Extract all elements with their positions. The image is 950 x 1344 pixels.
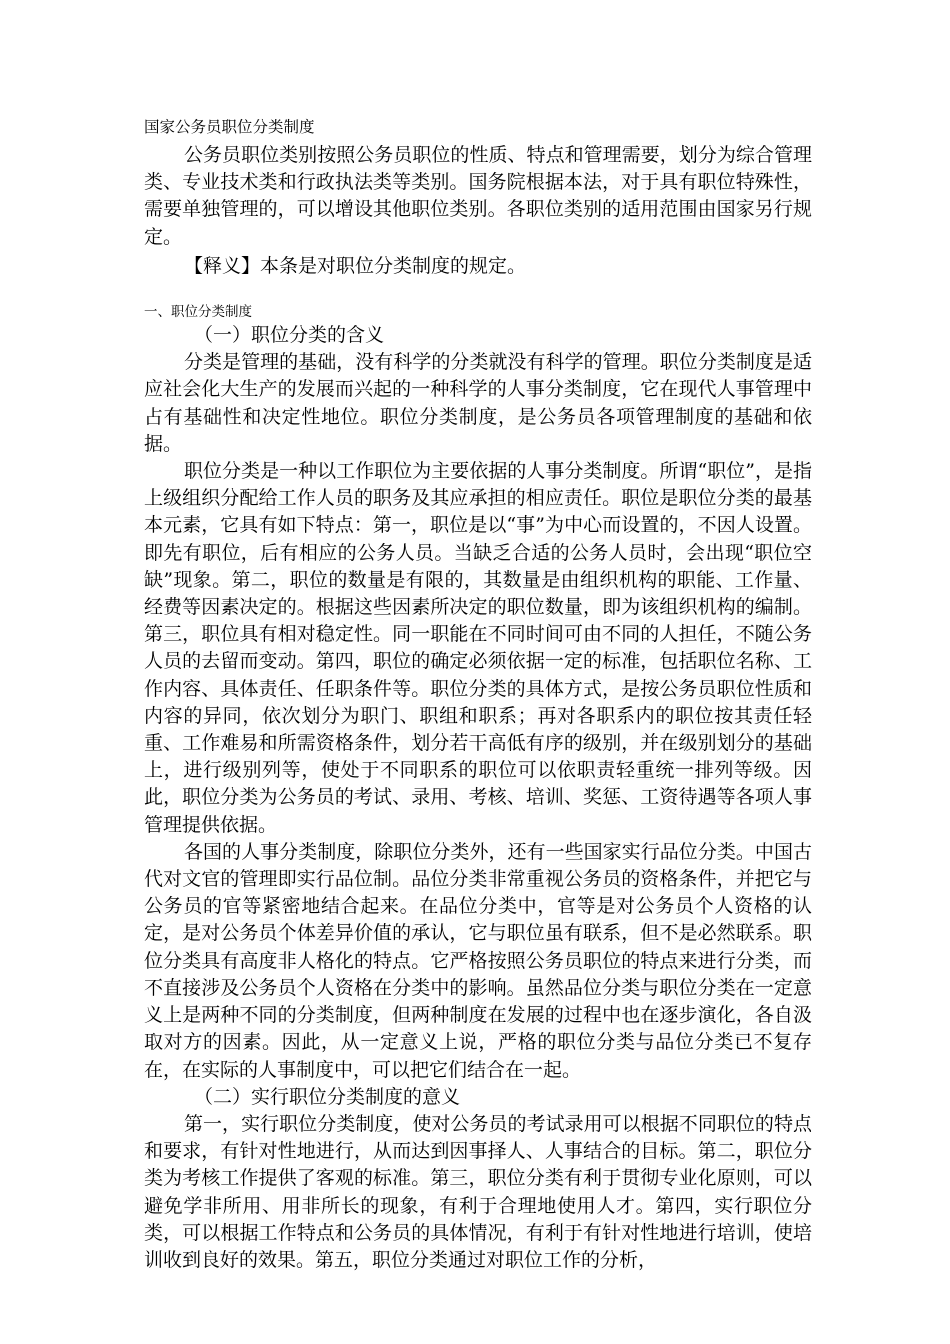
paragraph: 第一，实行职位分类制度，使对公务员的考试录用可以根据不同职位的特点和要求，有针对性地进行，从而达到因事择人、人事结合的目标。第二，职位分类为考核工作提供了客观的标准。第三，职位分类有利于贯彻专业化原则，可以避免学非所用、用非所长的现象，有利于合理地使用人才。第四，实行职位分类，可以根据工作特点和公务员的具体情况，有利于有针对性地进行培训，使培训收到良好的效果。第五，职位分类通过对职位工作的分析，: [144, 1112, 812, 1271]
paragraph: 分类是管理的基础，没有科学的分类就没有科学的管理。职位分类制度是适应社会化大生产的发展而兴起的一种科学的人事分类制度，它在现代人事管理中占有基础性和决定性地位。职位分类制度，是公务员各项管理制度的基础和依据。: [144, 351, 812, 455]
document-title: 国家公务员职位分类制度: [144, 118, 315, 136]
explanation-paragraph: 【释义】本条是对职位分类制度的规定。: [184, 254, 527, 277]
paragraph: 职位分类是一种以工作职位为主要依据的人事分类制度。所谓“职位”，是指上级组织分配给工作人员的职务及其应承担的相应责任。职位是职位分类的最基本元素，它具有如下特点：第一，职位是以“事”为中心而设置的，不因人设置。即先有职位，后有相应的公务人员。当缺乏合适的公务人员时，会出现“职位空缺”现象。第二，职位的数量是有限的，其数量是由组织机构的职能、工作量、经费等因素决定的。根据这些因素所决定的职位数量，即为该组织机构的编制。第三，职位具有相对稳定性。同一职能在不同时间可由不同的人担任，不随公务人员的去留而变动。第四，职位的确定必须依据一定的标准，包括职位名称、工作内容、具体责任、任职条件等。职位分类的具体方式，是按公务员职位性质和内容的异同，依次划分为职门、职组和职系；再对各职系内的职位按其责任轻重、工作难易和所需资格条件，划分若干高低有序的级别，并在级别划分的基础上，进行级别列等，使处于不同职系的职位可以依职责轻重统一排列等级。因此，职位分类为公务员的考试、录用、考核、培训、奖惩、工资待遇等各项人事管理提供依据。: [144, 460, 812, 836]
subsection-heading-significance: （二）实行职位分类制度的意义: [194, 1085, 461, 1108]
subsection-heading-meaning: （一）职位分类的含义: [194, 324, 385, 347]
document-page: [144, 112, 812, 1274]
section-heading: 一、职位分类制度: [144, 304, 252, 321]
article-text: 公务员职位类别按照公务员职位的性质、特点和管理需要，划分为综合管理类、专业技术类和行政执法类等类别。国务院根据本法，对于具有职位特殊性，需要单独管理的，可以增设其他职位类别。各职位类别的适用范围由国家另行规定。: [144, 144, 812, 248]
paragraph: 各国的人事分类制度，除职位分类外，还有一些国家实行品位分类。中国古代对文官的管理即实行品位制。品位分类非常重视公务员的资格条件，并把它与公务员的官等紧密地结合起来。在品位分类中，官等是对公务员个人资格的认定，是对公务员个体差异价值的承认，它与职位虽有联系，但不是必然联系。职位分类具有高度非人格化的特点。它严格按照公务员职位的特点来进行分类，而不直接涉及公务员个人资格在分类中的影响。虽然品位分类与职位分类在一定意义上是两种不同的分类制度，但两种制度在发展的过程中也在逐步演化，各自汲取对方的因素。因此，从一定意义上说，严格的职位分类与品位分类已不复存在，在实际的人事制度中，可以把它们结合在一起。: [144, 840, 812, 1081]
